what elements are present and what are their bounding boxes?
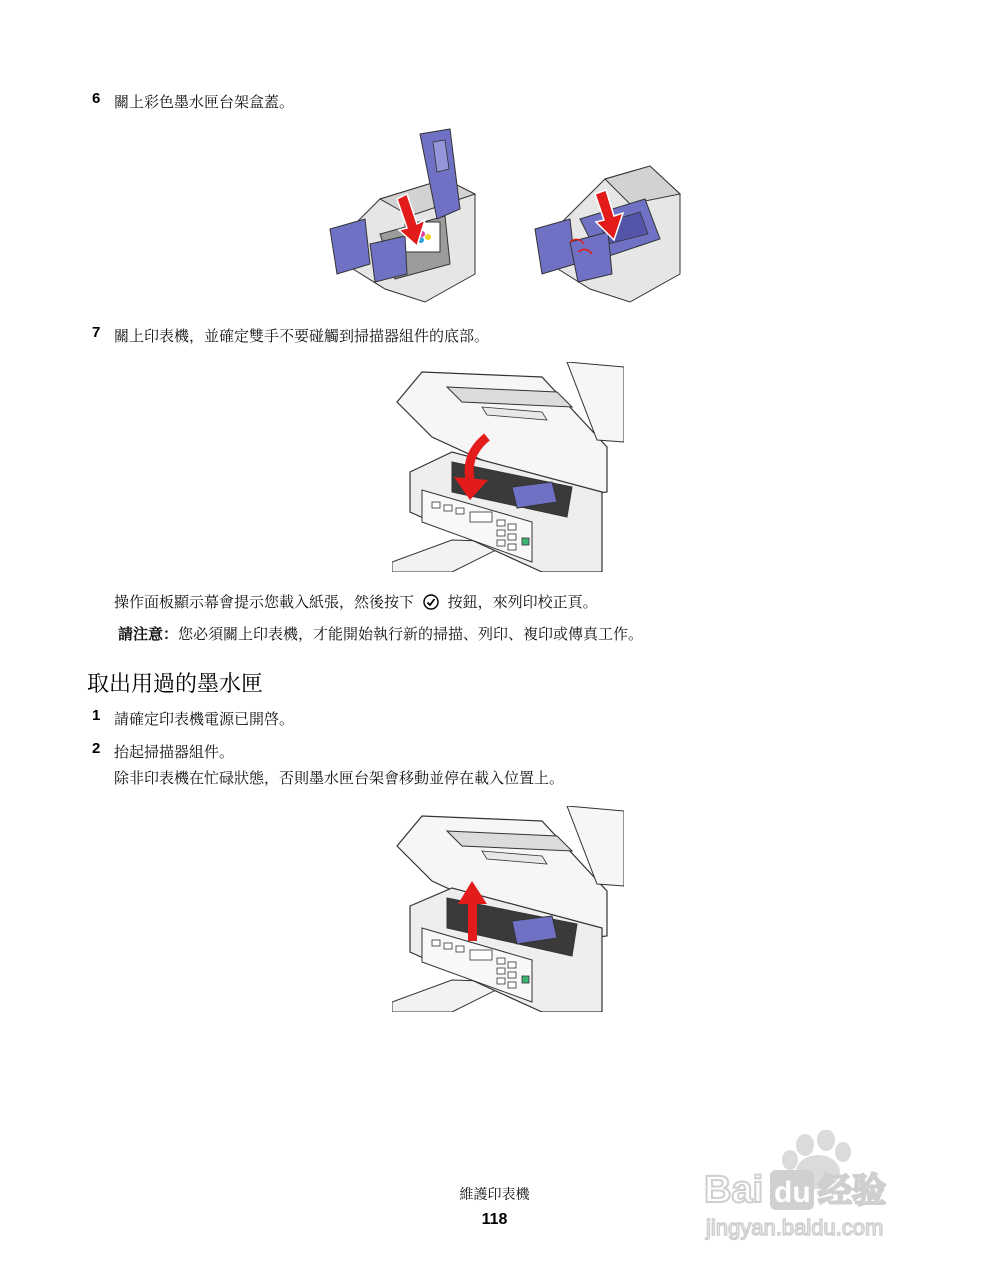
svg-text:Bai: Bai [704, 1169, 764, 1211]
step-2-detail: 除非印表機在忙碌狀態，否則墨水匣台架會移動並停在載入位置上。 [114, 769, 565, 787]
carrier-closed-figure [535, 166, 680, 302]
step-6-text: 關上彩色墨水匣台架盒蓋。 [114, 93, 295, 111]
baidu-jingyan-watermark-logo [700, 1130, 940, 1245]
step-number-7: 7 [92, 324, 101, 341]
svg-text:经验: 经验 [818, 1171, 886, 1211]
step-number-2: 2 [92, 740, 101, 757]
footer-section-title: 維護印表機 [459, 1187, 530, 1203]
cartridge-lid-illustration [325, 124, 685, 310]
carrier-open-figure [330, 129, 475, 302]
step-number-6: 6 [92, 90, 101, 107]
lift-scanner-illustration [392, 806, 624, 1012]
note [118, 623, 643, 644]
check-circle-icon [423, 594, 439, 614]
section-title: 取出用過的墨水匣 [87, 672, 264, 697]
step-2-text: 抬起掃描器組件。 [114, 743, 235, 761]
note-label: 請注意： [118, 625, 179, 643]
panel-prompt-after: 按鈕，來列印校正頁。 [447, 593, 598, 611]
panel-prompt [114, 591, 598, 614]
close-printer-illustration [392, 362, 624, 572]
page-number: 118 [481, 1211, 508, 1228]
step-1-text: 請確定印表機電源已開啓。 [114, 710, 295, 728]
svg-text:jingyan.baidu.com: jingyan.baidu.com [706, 1215, 884, 1240]
svg-text:du: du [774, 1176, 811, 1209]
note-text: 您必須關上印表機，才能開始執行新的掃描、列印、複印或傳真工作。 [178, 625, 644, 643]
panel-prompt-before: 操作面板顯示幕會提示您載入紙張，然後按下 [114, 593, 415, 611]
step-number-1: 1 [92, 707, 101, 724]
step-7-text: 關上印表機，並確定雙手不要碰觸到掃描器組件的底部。 [114, 327, 490, 345]
